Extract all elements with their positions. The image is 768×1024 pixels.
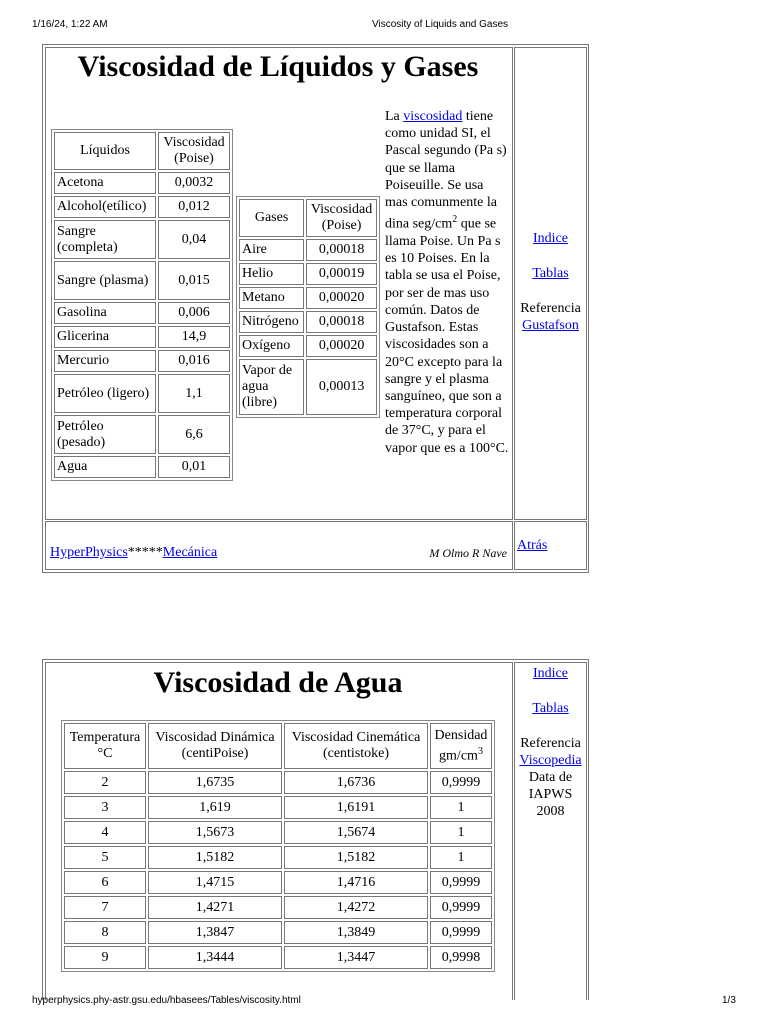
liquid-value: 0,04 bbox=[158, 220, 230, 259]
table-row bbox=[54, 350, 230, 372]
liquid-value: 1,1 bbox=[158, 374, 230, 413]
gas-value: 0,00019 bbox=[306, 263, 377, 285]
liquid-name: Alcohol(etílico) bbox=[54, 196, 156, 218]
cell-kinematic: 1,4716 bbox=[284, 871, 428, 894]
table-row bbox=[64, 771, 492, 794]
gases-header-name: Gases bbox=[239, 199, 304, 237]
tablas-link-2[interactable]: Tablas bbox=[532, 701, 569, 716]
liquid-name: Gasolina bbox=[54, 302, 156, 324]
table-row bbox=[54, 172, 230, 194]
liquid-value: 0,006 bbox=[158, 302, 230, 324]
liquids-header-viscosity: Viscosidad (Poise) bbox=[158, 132, 230, 170]
cell-kinematic: 1,5674 bbox=[284, 821, 428, 844]
cell-temp: 8 bbox=[64, 921, 146, 944]
water-title: Viscosidad de Agua bbox=[153, 666, 403, 699]
referencia-label: Referencia bbox=[520, 301, 581, 316]
cell-dynamic: 1,3847 bbox=[148, 921, 282, 944]
liquids-table bbox=[51, 129, 233, 481]
liquid-name: Glicerina bbox=[54, 326, 156, 348]
cell-kinematic: 1,3447 bbox=[284, 946, 428, 969]
liquid-value: 0,012 bbox=[158, 196, 230, 218]
gas-name: Nitrógeno bbox=[239, 311, 304, 333]
table-row bbox=[239, 287, 377, 309]
cell-dynamic: 1,5182 bbox=[148, 846, 282, 869]
gas-value: 0,00018 bbox=[306, 239, 377, 261]
water-header-row bbox=[64, 723, 492, 769]
section1-side-nav bbox=[514, 230, 587, 334]
cell-dynamic: 1,4271 bbox=[148, 896, 282, 919]
table-row bbox=[64, 896, 492, 919]
cell-temp: 3 bbox=[64, 796, 146, 819]
section1-footer bbox=[50, 545, 217, 561]
header-temperature: Temperatura °C bbox=[64, 723, 146, 769]
liquid-value: 0,015 bbox=[158, 261, 230, 300]
gases-header-viscosity: Viscosidad (Poise) bbox=[306, 199, 377, 237]
desc-superscript: 2 bbox=[452, 214, 458, 226]
gas-value: 0,00018 bbox=[306, 311, 377, 333]
cell-density: 1 bbox=[430, 846, 492, 869]
gases-header-row bbox=[239, 199, 377, 237]
cell-temp: 6 bbox=[64, 871, 146, 894]
cell-kinematic: 1,5182 bbox=[284, 846, 428, 869]
viscopedia-link[interactable]: Viscopedia bbox=[519, 753, 582, 768]
table-row bbox=[64, 846, 492, 869]
liquid-name: Agua bbox=[54, 456, 156, 478]
viscosidad-link[interactable]: viscosidad bbox=[403, 109, 463, 124]
liquid-value: 0,01 bbox=[158, 456, 230, 478]
cell-density: 0,9999 bbox=[430, 871, 492, 894]
liquid-value: 0,016 bbox=[158, 350, 230, 372]
table-row bbox=[239, 239, 377, 261]
cell-density: 0,9999 bbox=[430, 771, 492, 794]
cell-dynamic: 1,619 bbox=[148, 796, 282, 819]
liquid-value: 6,6 bbox=[158, 415, 230, 454]
header-kinematic-viscosity: Viscosidad Cinemática (centistoke) bbox=[284, 723, 428, 769]
liquid-name: Acetona bbox=[54, 172, 156, 194]
table-row bbox=[54, 196, 230, 218]
cell-temp: 7 bbox=[64, 896, 146, 919]
liquid-name: Sangre (completa) bbox=[54, 220, 156, 259]
cell-kinematic: 1,6736 bbox=[284, 771, 428, 794]
viscosity-description bbox=[385, 108, 509, 457]
header-dynamic-viscosity: Viscosidad Dinámica (centiPoise) bbox=[148, 723, 282, 769]
author-credit: M Olmo R Nave bbox=[429, 546, 507, 560]
cell-temp: 2 bbox=[64, 771, 146, 794]
liquids-header-row bbox=[54, 132, 230, 170]
cell-kinematic: 1,3849 bbox=[284, 921, 428, 944]
cell-density: 0,9998 bbox=[430, 946, 492, 969]
liquids-header-name: Líquidos bbox=[54, 132, 156, 170]
liquid-value: 0,0032 bbox=[158, 172, 230, 194]
desc-text-1: La bbox=[385, 109, 404, 124]
gas-name: Helio bbox=[239, 263, 304, 285]
cell-temp: 9 bbox=[64, 946, 146, 969]
cell-temp: 4 bbox=[64, 821, 146, 844]
gas-name: Aire bbox=[239, 239, 304, 261]
cell-dynamic: 1,3444 bbox=[148, 946, 282, 969]
section2-side-nav bbox=[514, 665, 587, 820]
table-row bbox=[54, 220, 230, 259]
liquid-name: Petróleo (ligero) bbox=[54, 374, 156, 413]
desc-text-2: tiene como unidad SI, el Pascal segundo (Pa s) que se llama Poiseuille. Se usa mas comunmente la dina seg/cm bbox=[385, 109, 507, 232]
header-density-sup: 3 bbox=[477, 745, 483, 757]
liquid-value: 14,9 bbox=[158, 326, 230, 348]
header-density-text: Densidad gm/cm bbox=[434, 727, 488, 764]
cell-density: 1 bbox=[430, 796, 492, 819]
print-date: 1/16/24, 1:22 AM bbox=[32, 19, 108, 30]
indice-link-2[interactable]: Indice bbox=[533, 666, 568, 681]
table-row bbox=[239, 359, 377, 415]
print-page-number: 1/3 bbox=[722, 995, 736, 1006]
table-row bbox=[64, 796, 492, 819]
water-viscosity-table bbox=[61, 720, 495, 972]
table-row bbox=[54, 302, 230, 324]
table-row bbox=[64, 871, 492, 894]
liquid-name: Sangre (plasma) bbox=[54, 261, 156, 300]
table-row bbox=[54, 326, 230, 348]
cell-density: 0,9999 bbox=[430, 896, 492, 919]
table-row bbox=[239, 263, 377, 285]
cell-kinematic: 1,6191 bbox=[284, 796, 428, 819]
tablas-link[interactable]: Tablas bbox=[532, 266, 569, 281]
print-url: hyperphysics.phy-astr.gsu.edu/hbasees/Tables/viscosity.html bbox=[32, 995, 301, 1006]
page-title: Viscosidad de Líquidos y Gases bbox=[77, 50, 479, 83]
header-density bbox=[430, 723, 492, 769]
cell-dynamic: 1,5673 bbox=[148, 821, 282, 844]
hyperphysics-link[interactable]: HyperPhysics bbox=[50, 545, 128, 560]
cell-density: 1 bbox=[430, 821, 492, 844]
atras-link[interactable]: Atrás bbox=[517, 538, 548, 553]
cell-temp: 5 bbox=[64, 846, 146, 869]
gas-value: 0,00020 bbox=[306, 287, 377, 309]
table-row bbox=[54, 415, 230, 454]
liquid-name: Petróleo (pesado) bbox=[54, 415, 156, 454]
referencia-label-2: Referencia bbox=[520, 736, 581, 751]
cell-kinematic: 1,4272 bbox=[284, 896, 428, 919]
cell-dynamic: 1,4715 bbox=[148, 871, 282, 894]
gas-name: Oxígeno bbox=[239, 335, 304, 357]
desc-text-3: que se llama Poise. Un Pa s es 10 Poises. En la tabla se usa el Poise, por ser de mas uso común. Datos de Gustafson. Estas viscosidades son a 20°C excepto para la sangre y el plasma sanguíneo, que son a temperatura corporal de 37°C, y para el vapor que es a 100°C. bbox=[385, 216, 509, 456]
iapws-data-source: Data de IAPWS 2008 bbox=[528, 770, 573, 819]
table-row bbox=[64, 921, 492, 944]
table-row bbox=[54, 456, 230, 478]
gas-name: Metano bbox=[239, 287, 304, 309]
indice-link[interactable]: Indice bbox=[533, 231, 568, 246]
table-row bbox=[54, 374, 230, 413]
table-row bbox=[64, 821, 492, 844]
gas-name: Vapor de agua (libre) bbox=[239, 359, 304, 415]
gustafson-link[interactable]: Gustafson bbox=[522, 318, 579, 333]
footer-stars: ***** bbox=[127, 545, 163, 560]
cell-dynamic: 1,6735 bbox=[148, 771, 282, 794]
table-row bbox=[239, 311, 377, 333]
gases-table bbox=[236, 196, 380, 418]
gas-value: 0,00020 bbox=[306, 335, 377, 357]
cell-density: 0,9999 bbox=[430, 921, 492, 944]
table-row bbox=[239, 335, 377, 357]
table-row bbox=[64, 946, 492, 969]
table-row bbox=[54, 261, 230, 300]
gas-value: 0,00013 bbox=[306, 359, 377, 415]
print-doc-title: Viscosity of Liquids and Gases bbox=[372, 19, 509, 30]
mecanica-link[interactable]: Mecánica bbox=[162, 545, 218, 560]
liquid-name: Mercurio bbox=[54, 350, 156, 372]
